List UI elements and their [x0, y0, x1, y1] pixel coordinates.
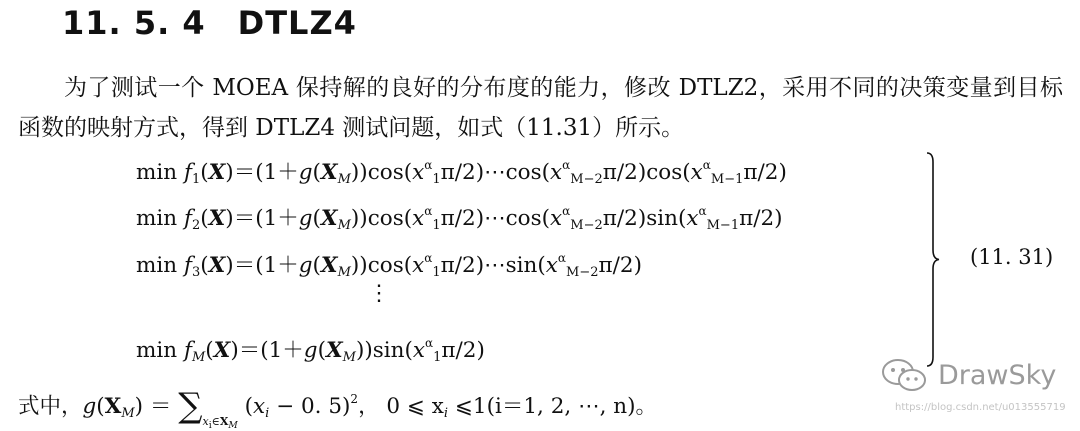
- section-title: DTLZ4: [237, 4, 357, 42]
- vertical-ellipsis: ⋮: [368, 281, 390, 306]
- section-heading: [62, 4, 357, 42]
- equation-f3: $\min f_3(X)=(1+g(X_M))\cos(x^\alpha_1\pi/2)\cdots\sin(x^\alpha_{M-2}\pi/2)$: [136, 251, 642, 280]
- watermark-brand: DrawSky: [938, 359, 1057, 391]
- equation-number: (11. 31): [970, 245, 1054, 269]
- equation-fM: $\min f_M(X)=(1+g(X_M))\sin(x^\alpha_1\pi/2)$: [136, 336, 485, 365]
- equation-f1: $\min f_1(X)=(1+g(X_M))\cos(x^\alpha_1\pi/2)\cdots\cos(x^\alpha_{M-2}\pi/2)\cos(x^\alpha_{M-1}\pi/2)$: [136, 158, 787, 187]
- wechat-watermark: [880, 358, 1056, 392]
- watermark-url: https://blog.csdn.net/u013555719: [895, 402, 1066, 413]
- equation-f2: $\min f_2(X)=(1+g(X_M))\cos(x^\alpha_1\pi/2)\cdots\cos(x^\alpha_{M-2}\pi/2)\sin(x^\alpha_{M-1}\pi/2)$: [136, 204, 783, 233]
- intro-paragraph: 为了测试一个 MOEA 保持解的良好的分布度的能力，修改 DTLZ2，采用不同的决策变量到目标函数的映射方式，得到 DTLZ4 测试问题，如式（11.31）所示。: [18, 75, 1063, 141]
- where-clause: 式中，$g(X_M) = \sum_{x_i\in X_M}$ ($x_i - 0$. 5)$^2$， 0 ⩽ $x_i$ ⩽1(i＝1, 2, ⋯, n)。: [18, 386, 657, 431]
- right-brace: [926, 152, 940, 367]
- wechat-icon: [880, 358, 930, 392]
- section-number: 11. 5. 4: [62, 4, 206, 42]
